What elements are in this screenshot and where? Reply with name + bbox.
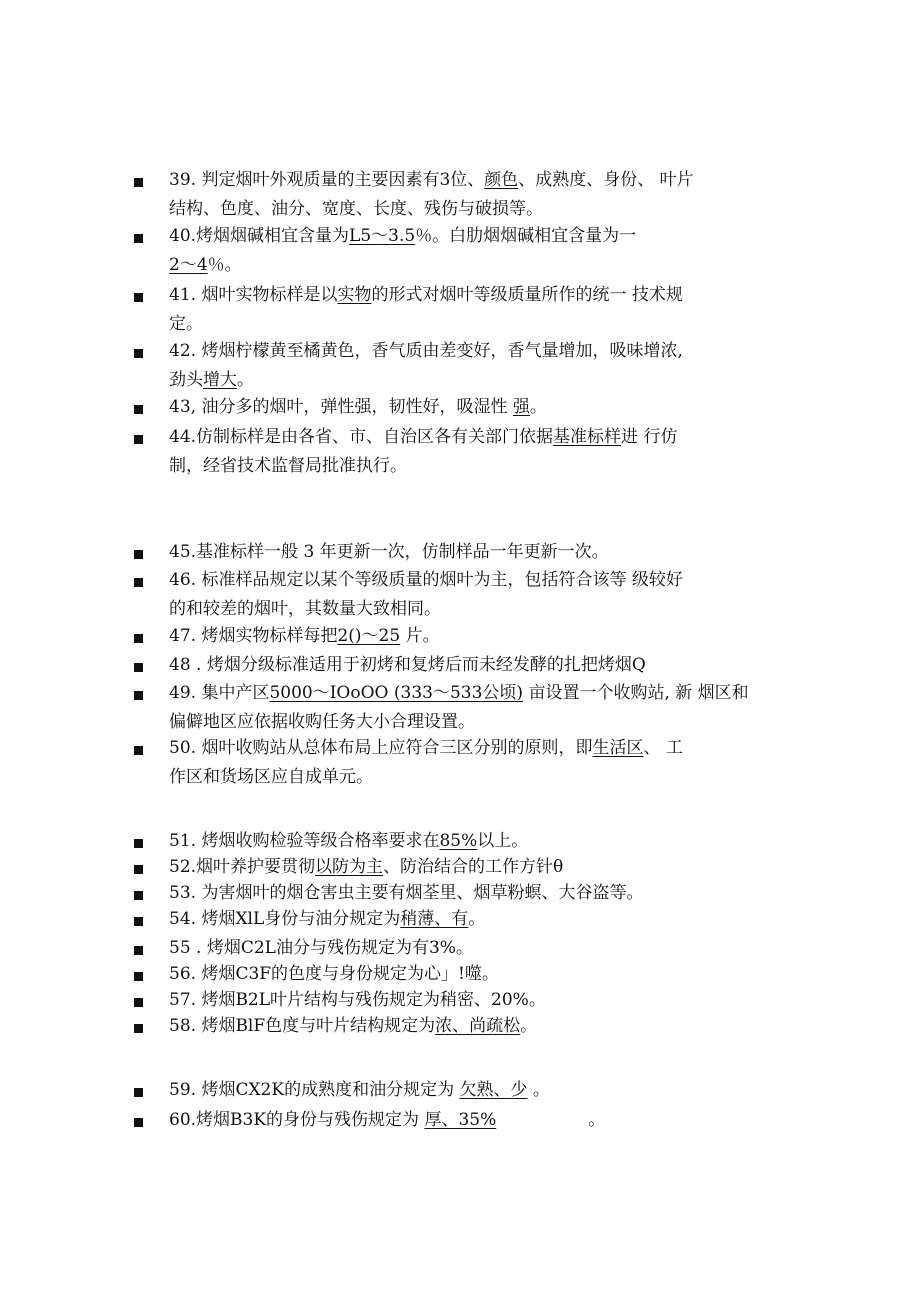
text-line [169,986,794,1015]
list-item-text [169,651,794,680]
text-line [169,763,794,792]
text-segment: 47. 烤烟实物标样每把 [169,626,338,646]
text-segment: 49. 集中产区 [169,683,270,703]
list-item-text [169,734,794,792]
text-segment: 。 [529,397,547,417]
list-item-text [169,538,794,567]
text-line [169,595,794,624]
text-segment: 、 工 [643,738,683,758]
square-bullet-icon [134,550,143,559]
underlined-answer: 强 [512,397,530,417]
underlined-answer: 2～4 [169,255,208,275]
list-item-text [169,986,794,1015]
list-item-text [169,1012,794,1041]
underlined-answer: 85% [439,831,478,851]
underlined-answer: 增大 [203,370,237,390]
text-segment: 定。 [169,314,203,334]
square-bullet-icon [134,839,143,848]
text-line [169,538,794,567]
text-line [169,651,794,680]
list-item-text [169,337,794,395]
text-line [169,166,794,195]
square-bullet-icon [134,946,143,955]
text-line [169,1076,794,1105]
underlined-answer: 浓、尚疏松 [435,1016,521,1036]
square-bullet-icon [134,917,143,926]
text-line [169,679,794,708]
square-bullet-icon [134,1118,143,1127]
list-item-text [169,879,794,908]
underlined-answer: 实物 [337,285,372,305]
square-bullet-icon [134,865,143,874]
list-item-text [169,393,794,422]
text-segment: 41. 烟叶实物标样是以 [169,285,338,305]
text-segment: 48 . 烤烟分级标准适用于初烤和复烤后而未经发酵的扎把烤烟Q [169,655,646,675]
text-line [169,281,794,310]
text-segment: 55 . 烤烟C2L油分与残伤规定为有3%。 [169,938,473,958]
text-segment: 43, 油分多的烟叶，弹性强，韧性好，吸湿性 [169,397,513,417]
underlined-answer: 5000～IOoOO (333～533公顷) [269,683,524,703]
square-bullet-icon [134,578,143,587]
underlined-answer: L5～3.5 [349,226,416,246]
list-item-text [169,679,794,737]
square-bullet-icon [134,663,143,672]
list-item-text [169,934,794,963]
text-line [169,853,794,882]
underlined-answer: 生活区 [592,738,644,758]
list-item-text [169,566,794,624]
text-segment: 51. 烤烟收购检验等级合格率要求在 [169,831,440,851]
list-item-text [169,905,794,934]
text-segment: 40.烤烟烟碱相宜含量为 [169,226,350,246]
text-segment: 亩设置一个收购站, 新 烟区和 [523,683,749,703]
text-segment: 39. 判定烟叶外观质量的主要因素有3位、 [169,170,485,190]
square-bullet-icon [134,634,143,643]
text-segment: 54. 烤烟XlL身份与油分规定为 [169,909,401,929]
text-line [169,1106,794,1135]
text-segment: 。 [527,1080,550,1100]
list-item-text [169,166,794,224]
text-segment: 46. 标准样品规定以某个等级质量的烟叶为主，包括符合该等 级较好 [169,570,683,590]
text-segment: 57. 烤烟B2L叶片结构与残伤规定为稍密、20%。 [169,990,546,1010]
text-line [169,708,794,737]
text-segment: 45.基准标样一般 3 年更新一次，仿制样品一年更新一次。 [169,542,609,562]
text-line [169,423,794,452]
text-segment: 作区和货场区应自成单元。 [169,767,373,787]
underlined-answer: 欠熟、少 [459,1080,528,1100]
underlined-answer: 稍薄、有 [400,909,469,929]
text-segment: 50. 烟叶收购站从总体布局上应符合三区分别的原则，即 [169,738,593,758]
text-line [169,393,794,422]
underlined-answer: 2()～25 [337,626,401,646]
text-segment: 劲头 [169,370,203,390]
square-bullet-icon [134,972,143,981]
text-segment: 以上。 [477,831,529,851]
square-bullet-icon [134,691,143,700]
list-item-text [169,281,794,339]
text-segment: 52.烟叶养护要贯彻 [169,857,316,877]
square-bullet-icon [134,746,143,755]
text-line [169,905,794,934]
square-bullet-icon [134,435,143,444]
text-line [169,195,794,224]
text-segment: 60.烤烟B3K的身份与残伤规定为 [169,1110,425,1130]
underlined-answer: 厚、35% [424,1110,497,1130]
text-line [169,734,794,763]
text-line [169,310,794,339]
list-item-text [169,622,794,651]
square-bullet-icon [134,1024,143,1033]
text-segment: 的形式对烟叶等级质量所作的统一 技术规 [371,285,683,305]
list-item-text [169,222,794,280]
text-line [169,827,794,856]
text-segment: 的和较差的烟叶，其数量大致相同。 [169,599,441,619]
underlined-answer: 基准标样 [553,427,622,447]
square-bullet-icon [134,998,143,1007]
text-segment: 制，经省技术监督局批准执行。 [169,456,407,476]
text-line [169,960,794,989]
text-line [169,251,794,280]
list-item-text [169,1076,794,1105]
text-line [169,879,794,908]
text-segment: 、成熟度、身份、 叶片 [518,170,694,190]
text-segment: 59. 烤烟CX2K的成熟度和油分规定为 [169,1080,460,1100]
text-line [169,622,794,651]
square-bullet-icon [134,234,143,243]
square-bullet-icon [134,1088,143,1097]
text-segment: 53. 为害烟叶的烟仓害虫主要有烟荃里、烟草粉螟、大谷盗等。 [169,883,644,903]
text-segment: 进 行仿 [621,427,678,447]
text-segment: 56. 烤烟C3F的色度与身份规定为心」!噬。 [169,964,499,984]
text-line [169,222,794,251]
text-segment: 。 [496,1110,606,1130]
text-segment: ％。白肋烟烟碱相宜含量为一 [415,226,637,246]
text-segment: 、防治结合的工作方针θ [383,857,564,877]
text-segment: 。 [520,1016,538,1036]
text-segment: 片。 [400,626,440,646]
text-segment: 。 [237,370,254,390]
square-bullet-icon [134,178,143,187]
square-bullet-icon [134,891,143,900]
underlined-answer: 以防为主 [315,857,384,877]
text-line [169,452,794,481]
text-segment: ％。 [207,255,242,275]
text-line [169,337,794,366]
list-item-text [169,853,794,882]
text-line [169,934,794,963]
text-segment: 44.仿制标样是由各省、市、自治区各有关部门依据 [169,427,554,447]
text-segment: 。 [468,909,486,929]
text-segment: 58. 烤烟BlF色度与叶片结构规定为 [169,1016,436,1036]
list-item-text [169,1106,794,1135]
underlined-answer: 颜色 [484,170,519,190]
text-line [169,366,794,395]
text-segment: 42. 烤烟柠檬黄至橘黄色，香气质由差变好，香气量增加，吸味增浓, [169,341,683,361]
text-line [169,1012,794,1041]
list-item-text [169,960,794,989]
text-segment: 结构、色度、油分、宽度、长度、残伤与破损等。 [169,199,543,219]
text-segment: 偏僻地区应依据收购任务大小合理设置。 [169,712,475,732]
list-item-text [169,827,794,856]
square-bullet-icon [134,405,143,414]
square-bullet-icon [134,293,143,302]
text-line [169,566,794,595]
list-item-text [169,423,794,481]
square-bullet-icon [134,349,143,358]
